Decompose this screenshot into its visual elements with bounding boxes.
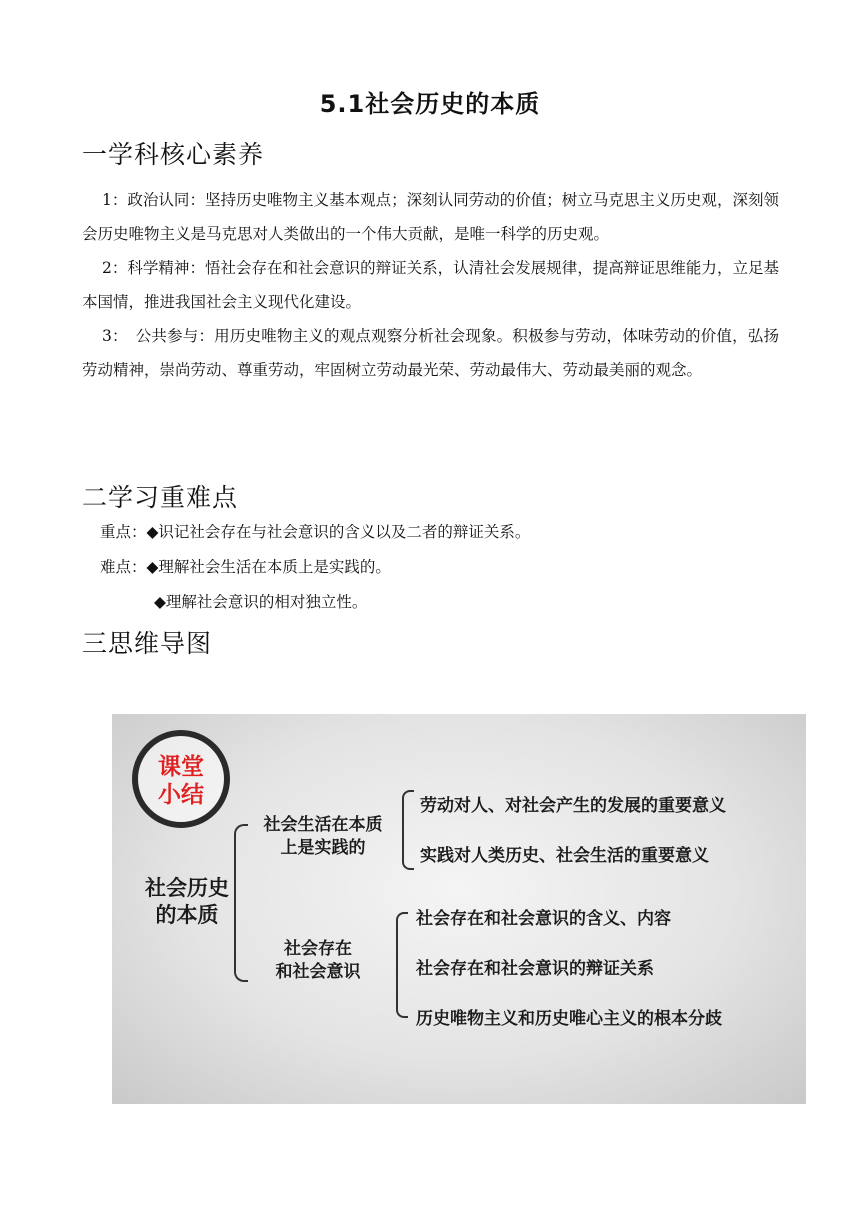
root-brace <box>234 824 248 982</box>
section-heading-mind-map: 三思维导图 <box>82 629 213 658</box>
difficult-point-line-2: ◆理解社会意识的相对独立性。 <box>154 593 368 611</box>
leaf-dialectical-relation: 社会存在和社会意识的辩证关系 <box>416 959 654 979</box>
class-summary-stamp <box>132 730 230 828</box>
difficult-point-line-1: 难点：◆理解社会生活在本质上是实践的。 <box>100 558 391 576</box>
page-title: 5.1社会历史的本质 <box>319 90 541 118</box>
leaf-practice-significance: 实践对人类历史、社会生活的重要意义 <box>420 846 709 866</box>
literacy-item-political: 1：政治认同：坚持历史唯物主义基本观点；深刻认同劳动的价值；树立马克思主义历史观，深刻领会历史唯物主义是马克思对人类做出的一个伟大贡献，是唯一科学的历史观。 <box>82 191 779 243</box>
branch-existence-consciousness <box>258 938 378 984</box>
leaf-fundamental-divergence: 历史唯物主义和历史唯心主义的根本分歧 <box>416 1009 722 1029</box>
key-point-line: 重点：◆识记社会存在与社会意识的含义以及二者的辩证关系。 <box>100 523 531 541</box>
branch-practice-line-2: 上是实践的 <box>280 838 366 858</box>
branch-practice-line-1: 社会生活在本质 <box>263 815 383 835</box>
stamp-line-2: 小结 <box>158 782 204 808</box>
branch-practice <box>248 814 398 860</box>
mind-map-image <box>112 714 806 1104</box>
stamp-line-1: 课堂 <box>158 754 204 780</box>
section-heading-key-points: 二学习重难点 <box>82 483 239 512</box>
leaf-labor-significance: 劳动对人、对社会产生的发展的重要意义 <box>420 796 726 816</box>
branch-existence-line-2: 和社会意识 <box>275 962 361 982</box>
branch-existence-brace <box>396 912 408 1018</box>
root-line-2: 的本质 <box>155 902 219 927</box>
root-line-1: 社会历史 <box>145 875 229 900</box>
literacy-item-science: 2：科学精神：悟社会存在和社会意识的辩证关系，认清社会发展规律，提高辩证思维能力，立足基本国情，推进我国社会主义现代化建设。 <box>82 259 779 311</box>
branch-existence-line-1: 社会存在 <box>284 939 352 959</box>
mind-map-root <box>134 874 240 928</box>
branch-practice-brace <box>402 790 414 870</box>
literacy-item-participation: 3： 公共参与：用历史唯物主义的观点观察分析社会现象。积极参与劳动，体味劳动的价值，弘扬劳动精神，崇尚劳动、尊重劳动，牢固树立劳动最光荣、劳动最伟大、劳动最美丽的观念。 <box>82 327 779 379</box>
section-heading-core-literacy: 一学科核心素养 <box>82 140 265 169</box>
leaf-meaning-content: 社会存在和社会意识的含义、内容 <box>416 909 671 929</box>
